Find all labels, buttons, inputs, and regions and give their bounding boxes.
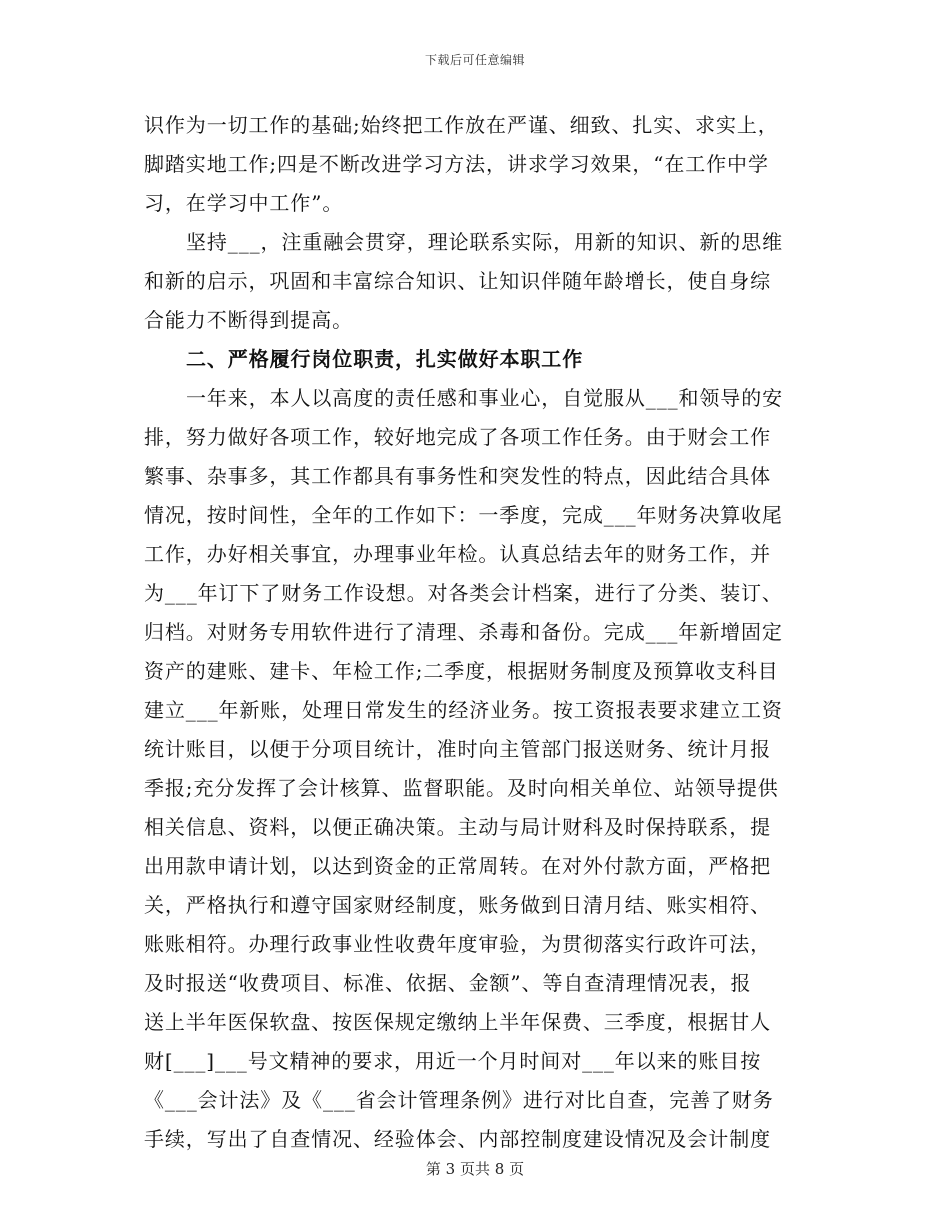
text-line: 识作为一切工作的基础;始终把工作放在严谨、细致、扎实、求实上， — [144, 113, 779, 137]
text-line: 财[___]___号文精神的要求，用近一个月时间对___年以来的账目按 — [144, 1049, 762, 1073]
text-line: 为___年订下了财务工作设想。对各类会计档案，进行了分类、装订、 — [144, 581, 783, 605]
text-line: 建立___年新账，处理日常发生的经济业务。按工资报表要求建立工资 — [144, 698, 783, 722]
text-line: 统计账目，以便于分项目统计，准时向主管部门报送财务、统计月报 — [144, 737, 771, 761]
text-line: 资产的建账、建卡、年检工作;二季度，根据财务制度及预算收支科目 — [144, 659, 779, 683]
document-body — [144, 106, 806, 1159]
section-heading: 二、严格履行岗位职责，扎实做好本职工作 — [186, 347, 584, 371]
text-line: 习，在学习中工作”。 — [144, 191, 344, 215]
text-line: 合能力不断得到提高。 — [144, 308, 353, 332]
text-line: 相关信息、资料，以便正确决策。主动与局计财科及时保持联系，提 — [144, 815, 771, 839]
text-line: 关，严格执行和遵守国家财经制度，账务做到日清月结、账实相符、 — [144, 893, 771, 917]
text-line: 归档。对财务专用软件进行了清理、杀毒和备份。完成___年新增固定 — [144, 620, 783, 644]
text-line: 脚踏实地工作;四是不断改进学习方法，讲求学习效果，“在工作中学 — [144, 152, 769, 176]
page-header: 下载后可任意编辑 — [424, 53, 525, 67]
text-line: 工作，办好相关事宜，办理事业年检。认真总结去年的财务工作，并 — [144, 542, 771, 566]
paragraph-start-line: 坚持___，注重融会贯穿，理论联系实际，用新的知识、新的思维 — [186, 230, 783, 254]
text-line: 出用款申请计划，以达到资金的正常周转。在对外付款方面，严格把 — [144, 854, 771, 878]
text-line: 《___会计法》及《___省会计管理条例》进行对比自查，完善了财务 — [144, 1088, 774, 1112]
page-number-footer: 第 3 页共 8 页 — [425, 1160, 525, 1178]
text-line: 繁事、杂事多，其工作都具有事务性和突发性的特点，因此结合具体 — [144, 464, 771, 488]
text-line: 账账相符。办理行政事业性收费年度审验，为贯彻落实行政许可法， — [144, 932, 771, 956]
text-line: 排，努力做好各项工作，较好地完成了各项工作任务。由于财会工作 — [144, 425, 771, 449]
text-line: 季报;充分发挥了会计核算、监督职能。及时向相关单位、站领导提供 — [144, 776, 779, 800]
text-line: 和新的启示，巩固和丰富综合知识、让知识伴随年龄增长，使自身综 — [144, 269, 771, 293]
text-line: 手续，写出了自查情况、经验体会、内部控制度建设情况及会计制度 — [144, 1127, 771, 1151]
text-line: 情况，按时间性，全年的工作如下：一季度，完成___年财务决算收尾 — [144, 503, 783, 527]
text-line: 及时报送“收费项目、标准、依据、金额”、等自查清理情况表，报 — [144, 971, 752, 995]
paragraph-start-line: 一年来，本人以高度的责任感和事业心，自觉服从___和领导的安 — [186, 386, 783, 410]
text-line: 送上半年医保软盘、按医保规定缴纳上半年保费、三季度，根据甘人 — [144, 1010, 771, 1034]
